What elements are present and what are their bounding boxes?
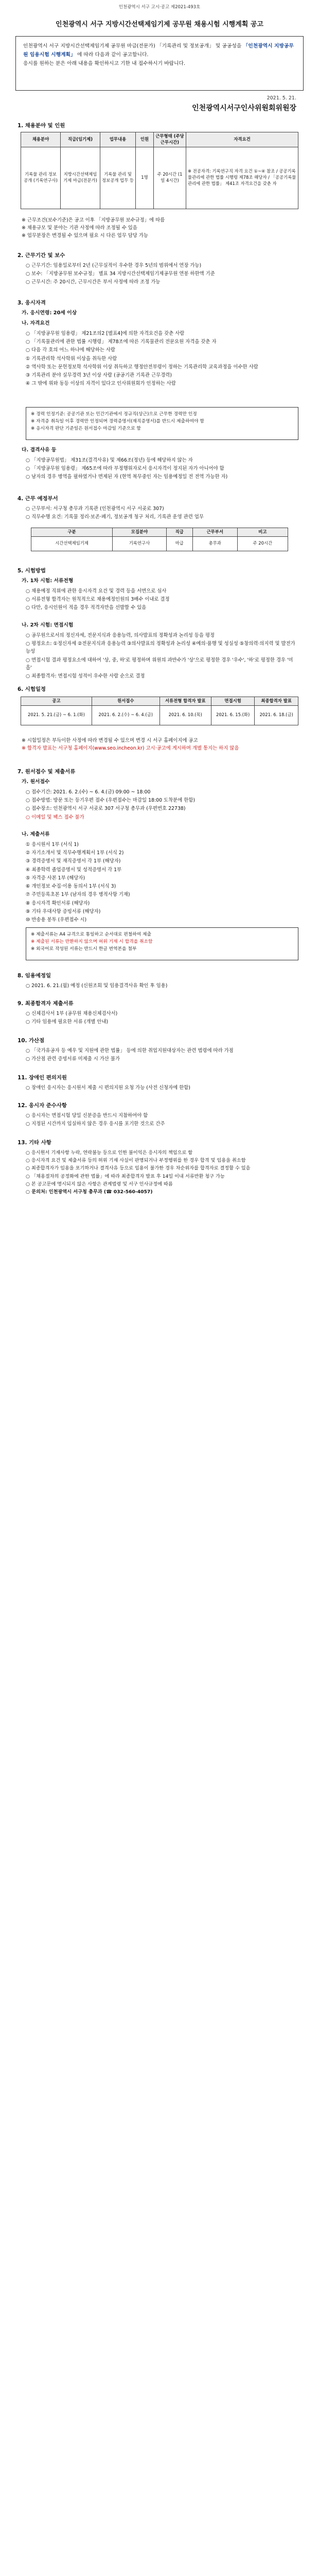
table-header: 직급(임기제) (61, 132, 100, 147)
section-10-body (26, 1047, 298, 1063)
table-header: 원서접수 (92, 697, 160, 706)
text-line: ○ 본 공고문에 명시되지 않은 사항은 관계법령 및 서구 인사규정에 따름 (26, 1181, 173, 1187)
text-line: ② 역사학 또는 문헌정보학 석사학위 이상 취득하고 행정안전부령이 정하는 기록관리학 교육과정을 이수한 사람 (26, 364, 258, 370)
section-1-notes (22, 216, 299, 240)
section-7-body-1 (26, 788, 298, 822)
section-5-body-1 (26, 587, 298, 613)
text-line: ③ 경력증명서 및 재직증명서 각 1부 (해당자) (26, 858, 121, 865)
section-6-heading: 6. 시험일정 (17, 686, 46, 692)
text-line: ⑦ 주민등록초본 1부 (남자의 경우 병적사항 기재) (26, 892, 130, 898)
section-1-heading: 1. 채용분야 및 인원 (17, 123, 65, 129)
table-cell: 주 20시간 (1일 4시간) (154, 147, 186, 209)
intro-line3: 응시를 원하는 분은 아래 내용을 확인하시고 기한 내 접수하시기 바랍니다. (23, 61, 186, 67)
section-3-body (26, 330, 298, 388)
table-cell: 2021. 5. 21.(금) ~ 6. 1.(화) (21, 705, 92, 725)
section-3-heading: 3. 응시자격 (17, 300, 46, 306)
section-3-body-2 (26, 456, 298, 482)
section-12-body (26, 1112, 298, 1128)
section-6-notes (22, 737, 299, 752)
section-4-heading: 4. 근무 예정부서 (17, 496, 58, 502)
text-line: ⑨ 기타 우대사항 증빙서류 (해당자) (26, 908, 101, 914)
text-line: ○ 보수: 「지방공무원 보수규정」 별표 34 지방시간선택제임기제공무원 연봉 하한액 기준 (26, 271, 215, 277)
text-line: ○ 최종합격자: 면접시험 성적이 우수한 사람 순으로 결정 (26, 673, 145, 680)
text-line: ○ 다음 각 호의 어느 하나에 해당하는 사람 (26, 347, 115, 353)
table-header-row (31, 528, 288, 537)
text-line: ○ 공무원으로서의 정신자세, 전문지식과 응용능력, 의사발표의 정확성과 논리성 등을 평정 (26, 633, 215, 638)
table-cell: ※ 전공자격: 기록연구직 자격 요건 ①~④ 참조 / 공공기록물관리에 관한 법률 시행령 제78조 해당자 / 「공공기록물관리에 관한 법률」 제41조 자격요건을 갖춘 자 (186, 147, 298, 209)
text-line: ○ 다만, 응시인원이 적을 경우 적격자만을 선발할 수 있음 (26, 605, 147, 611)
section-5-sub2: 나. 2차 시험: 면접시험 (22, 622, 74, 628)
text-line: ○ 신체검사서 1부 (공무원 채용신체검사서) (26, 1011, 118, 1016)
table-header: 채용분야 (21, 132, 61, 147)
eligibility-note-box (26, 407, 298, 440)
text-line: ○ 「기록물관리에 관한 법률 시행령」 제78조에 따른 기록물관리 전문요원 자격을 갖춘 자 (26, 339, 217, 345)
section-13-heading: 13. 기타 사항 (17, 1140, 51, 1146)
text-line: ⑩ 반송용 봉투 (우편접수 시) (26, 917, 87, 923)
note-line: ※ 시험일정은 부득이한 사정에 따라 변경될 수 있으며 변경 시 서구 홈페이지에 공고 (22, 738, 198, 743)
note-line: ※ 경력 인정기준: 공공기관 또는 민간기관에서 정규직(상근)으로 근무한 경력만 인정 (31, 412, 197, 417)
text-line: ○ 근무기간: 임용일로부터 2년 (근무실적이 우수한 경우 5년의 범위에서 연장 가능) (26, 263, 202, 268)
text-line: ○ 직무수행 요건: 기록물 정리·보존·폐기, 정보공개 청구 처리, 기록관 운영 관련 업무 (26, 514, 204, 520)
notice-number: 인천광역시 서구 고시·공고 제2021-493호 (118, 5, 201, 10)
table-header: 비고 (237, 528, 288, 537)
text-line: ○ 장애인 응시자는 응시원서 제출 시 편의지원 요청 가능 (사전 신청자에 한함) (26, 1085, 190, 1091)
table-header: 서류전형 합격자 발표 (160, 697, 211, 706)
intro-line2: 에 따라 다음과 같이 공고합니다. (77, 52, 149, 58)
notice-date: 2021. 5. 21. (267, 95, 296, 101)
table-cell: 기록연구사 (113, 536, 167, 551)
recruit-table (21, 132, 298, 209)
table-row (21, 705, 298, 725)
text-line: ○ 가산점 관련 증빙서류 미제출 시 가산 불가 (26, 1056, 120, 1062)
section-5-heading: 5. 시험방법 (17, 568, 46, 574)
note-line: ※ 제출된 서류는 반환하지 않으며 허위 기재 시 합격을 취소함 (31, 939, 153, 945)
table-header: 공고 (21, 697, 92, 706)
section-7-sub1: 가. 원서접수 (22, 779, 50, 785)
section-7-body-2 (26, 841, 298, 924)
section-12-heading: 12. 응시자 준수사항 (17, 1103, 67, 1109)
table-cell: 2021. 6. 2.(수) ~ 6. 4.(금) (92, 705, 160, 725)
table-header: 모집분야 (113, 528, 167, 537)
table-cell: 1명 (136, 147, 154, 209)
text-line: ○ 응시자는 면접시험 당일 신분증을 반드시 지참하여야 함 (26, 1113, 148, 1118)
table-header: 구분 (31, 528, 113, 537)
table-header-row (21, 697, 298, 706)
section-10-heading: 10. 가산점 (17, 1038, 45, 1044)
text-line: ⑤ 자격증 사본 1부 (해당자) (26, 875, 85, 881)
table-header: 자격요건 (186, 132, 298, 147)
table-header: 직급 (166, 528, 192, 537)
page-title: 인천광역시 서구 지방시간선택제임기제 공무원 채용시험 시행계획 공고 (56, 21, 263, 28)
text-line: ○ 접수장소: 인천광역시 서구 서곶로 307 서구청 총무과 (우편번호 22738) (26, 806, 186, 812)
table-cell: 2021. 6. 18.(금) (255, 705, 298, 725)
note-line: ※ 근무조건(보수기준)은 공고 이후 「지방공무원 보수규정」에 따름 (22, 217, 165, 223)
section-3-sub2: 나. 자격요건 (22, 320, 50, 326)
text-line: ① 기록관리학 석사학위 이상을 취득한 사람 (26, 355, 117, 362)
section-5-body-2 (26, 632, 298, 681)
section-9-body (26, 1010, 298, 1026)
text-line: ○ 응시원서 기재사항 누락, 연락불능 등으로 인한 불이익은 응시자의 책임으로 함 (26, 1150, 193, 1156)
text-line: ○ 근무부서: 서구청 총무과 기록관 (인천광역시 서구 서곶로 307) (26, 506, 164, 512)
table-header: 최종합격자 발표 (255, 697, 298, 706)
text-line: ① 응시원서 1부 (서식 1) (26, 842, 79, 848)
text-line: ○ 접수방법: 방문 또는 등기우편 접수 (우편접수는 마감일 18:00 도착분에 한함) (26, 798, 196, 804)
note-line: ※ 응시자격 판단 기준일은 원서접수 마감일 기준으로 함 (31, 426, 141, 432)
section-2-body (26, 262, 298, 287)
text-line: ③ 기록관리 분야 실무경력 3년 이상 사람 (공공기관 기록관 근무경력) (26, 372, 172, 379)
table-header: 업무내용 (100, 132, 136, 147)
text-line: ⑥ 개인정보 수집·이용 동의서 1부 (서식 3) (26, 884, 116, 890)
table-cell: 시간선택제임기제 (31, 536, 113, 551)
text-line: ○ 「지방공무원 임용령」 제65조에 따라 부정행위자로서 응시자격이 정지된 자가 아니어야 함 (26, 466, 224, 472)
intro-line1: 인천광역시 서구 지방시간선택제임기제 공무원 마급(전문가) 「기록관리 및 정보공개」 및 공공성을 (23, 43, 242, 49)
table-cell: 마급 (166, 536, 192, 551)
table-cell: 2021. 6. 15.(화) (211, 705, 255, 725)
text-line: ○ 근무시간: 주 20시간, 근무시간은 부서 사정에 따라 조정 가능 (26, 279, 161, 285)
text-line: ○ 평정요소: ①정신자세 ②전문지식과 응용능력 ③의사발표의 정확성과 논리성 ④예의·품행 및 성실성 ⑤창의력·의지력 및 발전가능성 (26, 641, 295, 655)
table-row (31, 536, 288, 551)
note-line: ※ 합격자 발표는 서구청 홈페이지(www.seo.incheon.kr) 고시·공고에 게시하며 개별 통지는 하지 않음 (22, 745, 239, 752)
text-line: ○ 「지방공무원법」 제31조(결격사유) 및 제66조(정년) 등에 해당하지 않는 자 (26, 457, 193, 463)
intro-highlight: 「인천광역시 지방공무원 임용시험 시행계획」 (23, 43, 294, 58)
table-header: 면접시험 (211, 697, 255, 706)
table-cell: 2021. 6. 10.(목) (160, 705, 211, 725)
table-cell: 총무과 (192, 536, 237, 551)
text-line: ○ 「국가유공자 등 예우 및 지원에 관한 법률」 등에 의한 취업지원대상자는 관련 법령에 따라 가점 (26, 1048, 234, 1054)
text-line: ○ 이메일 및 팩스 접수 불가 (26, 814, 84, 820)
section-13-body (26, 1149, 298, 1196)
section-3-sub3: 다. 결격사유 등 (22, 447, 57, 453)
text-line: ○ 접수기간: 2021. 6. 2.(수) ~ 6. 4.(금) 09:00 ~ 18:00 (26, 789, 151, 795)
text-line: ④ 최종학력 졸업증명서 및 성적증명서 각 1부 (26, 867, 122, 873)
contact-line: ○ 문의처: 인천광역시 서구청 총무과 (☎ 032-560-4057) (26, 1189, 153, 1195)
text-line: ○ 기타 임용에 필요한 서류 (개별 안내) (26, 1019, 109, 1025)
table-cell: 기록물 관리 및 정보공개 업무 등 (100, 147, 136, 209)
table-header: 근무부서 (192, 528, 237, 537)
text-line: ○ 응시자격 요건 및 제출서류 등의 허위 기재 사실이 판명되거나 부정행위를 한 경우 합격 및 임용을 취소함 (26, 1158, 246, 1164)
table-cell: 기록물 관리 정보공개 (기록연구사) (21, 147, 61, 209)
text-line: ○ 최종합격자가 임용을 포기하거나 결격사유 등으로 임용이 불가한 경우 차순위자를 합격자로 결정할 수 있음 (26, 1165, 251, 1172)
note-line: ※ 업무분장은 변경될 수 있으며 필요 시 다른 업무 담당 가능 (22, 233, 148, 239)
text-line: ○ 서류전형 합격자는 원칙적으로 채용예정인원의 3배수 이내로 결정 (26, 597, 170, 603)
section-8-body (26, 982, 298, 990)
table-header: 근무형태 (주당근무시간) (154, 132, 186, 147)
section-8-heading: 8. 임용예정일 (17, 973, 51, 979)
note-line: ※ 제출서류는 A4 규격으로 통일하고 순서대로 편철하여 제출 (31, 932, 152, 937)
text-line: ⑧ 응시자격 확인서류 (해당자) (26, 900, 90, 906)
documents-note-box (26, 927, 298, 960)
note-line: ※ 외국어로 작성된 서류는 반드시 한글 번역본을 첨부 (31, 946, 137, 952)
table-cell: 지방시간선택제임기제 마급(전문가) (61, 147, 100, 209)
section-4-body (26, 505, 298, 521)
department-table (31, 528, 288, 551)
text-line: ○ 「지방공무원 임용령」 제21조의2 [별표4]에 의한 자격요건을 갖춘 사람 (26, 331, 185, 336)
text-line: ○ 지정된 시간까지 입실하지 않은 경우 응시를 포기한 것으로 간주 (26, 1121, 165, 1127)
schedule-table (21, 697, 298, 725)
section-7-heading: 7. 원서접수 및 제출서류 (17, 769, 76, 775)
note-line: ※ 자격증 취득일 이후 경력만 인정되며 경력증명서(재직증명서)를 반드시 제출하여야 함 (31, 419, 204, 425)
text-line: ② 자기소개서 및 직무수행계획서 1부 (서식 2) (26, 850, 124, 856)
table-header: 인원 (136, 132, 154, 147)
issuing-organization: 인천광역시서구인사위원회위원장 (192, 104, 296, 112)
section-7-sub2: 나. 제출서류 (22, 832, 50, 837)
text-line: ○ 2021. 6. 21.(월) 예정 (신원조회 및 임용결격사유 확인 후 임용) (26, 983, 168, 989)
table-cell: 주 20시간 (237, 536, 288, 551)
section-11-body (26, 1084, 298, 1092)
text-line: ○ 채용예정 직위에 관한 응시자격 요건 및 경력 등을 서면으로 심사 (26, 588, 167, 594)
section-9-heading: 9. 최종합격자 제출서류 (17, 1001, 74, 1007)
table-row (21, 147, 298, 209)
section-5-sub1: 가. 1차 시험: 서류전형 (22, 578, 74, 584)
table-header-row (21, 132, 298, 147)
text-line: ○ 「채용절차의 공정화에 관한 법률」에 따라 최종합격자 발표 후 14일 이내 서류반환 청구 가능 (26, 1173, 225, 1179)
section-3-sub1: 가. 응시연령: 20세 이상 (22, 310, 77, 316)
note-line: ※ 채용규모 및 분야는 기관 사정에 따라 조정될 수 있음 (22, 225, 137, 231)
section-2-heading: 2. 근무기간 및 보수 (17, 252, 65, 259)
text-line: ○ 남자의 경우 병역을 필하였거나 면제된 자 (현역 복무중인 자는 임용예정일 전 전역 가능한 자) (26, 474, 228, 480)
intro-box (15, 36, 304, 91)
section-11-heading: 11. 장애인 편의지원 (17, 1075, 67, 1081)
text-line: ④ 그 밖에 위와 동등 이상의 자격이 있다고 인사위원회가 인정하는 사람 (26, 381, 176, 387)
text-line: ○ 면접시험 결과 평정요소에 대하여 '상, 중, 하'로 평정하며 위원의 과반수가 '상'으로 평정한 경우 '우수', '하'로 평정한 경우 '미흡' (26, 657, 293, 671)
